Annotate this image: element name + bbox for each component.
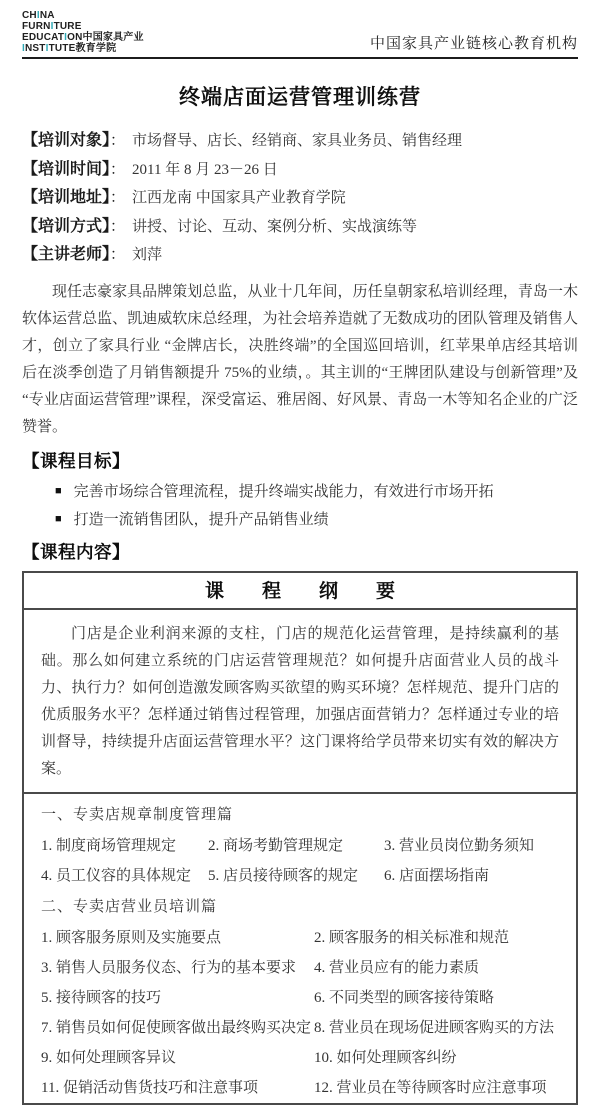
section-2-items [41,930,559,1097]
bullet-square-icon: ■ [55,484,62,497]
outline-item: 3. 营业员岗位勤务须知 [384,837,535,854]
section-1-title: 一、专卖店规章制度管理篇 [41,806,234,823]
info-label: 【培训方式】 [22,217,111,235]
objective-item [22,479,578,507]
institute-logo [22,10,144,54]
info-value: 讲授、讨论、互动、案例分析、实战演练等 [132,218,418,235]
objective-text: 打造一流销售团队，提升产品销售业绩 [73,511,329,528]
outline-title: 课 程 纲 要 [24,573,576,610]
outline-item: 1. 制度商场管理规定 [41,837,177,854]
info-row-address [22,184,578,213]
info-colon: ： [110,247,126,263]
outline-item: 6. 不同类型的顾客接待策略 [314,989,495,1006]
outline-item: 8. 营业员在现场促进顾客购买的方法 [314,1019,555,1036]
outline-item: 2. 顾客服务的相关标准和规范 [314,929,510,946]
outline-intro: 门店是企业利润来源的支柱，门店的规范化运营管理，是持续赢利的基础。那么如何建立系统的门店运营管理规范？如何提升店面营业人员的战斗力、执行力？如何创造激发顾客购买欲望的购买环境？怎样规范、提升门店的优质服务水平？怎样通过销售过程管理，加强店面营销力？怎样通过专业的培训督导，持续提升店面运营管理水平？这门课将给学员带来切实有效的解决方案。 [24,610,576,794]
info-label: 【培训对象】 [22,132,111,149]
info-value: 刘萍 [132,247,163,263]
info-value: 江西龙南 中国家具产业教育学院 [132,190,346,206]
outline-item: 4. 营业员应有的能力素质 [314,959,480,976]
info-row-method [22,213,578,242]
course-content-heading: 【课程内容】 [22,541,130,562]
letterhead [22,10,578,59]
outline-body [24,794,576,1103]
outline-item: 7. 销售员如何促使顾客做出最终购买决定 [41,1019,312,1036]
outline-item: 1. 顾客服务原则及实施要点 [41,929,222,946]
outline-item: 5. 接待顾客的技巧 [41,989,162,1006]
info-label: 【培训时间】 [22,160,111,178]
objectives-list [22,479,578,535]
info-colon: ： [110,161,126,178]
info-label: 【主讲老师】 [22,246,111,263]
info-colon: ： [110,190,126,206]
info-row-teacher [22,241,578,270]
outline-item: 12. 营业员在等待顾客时应注意事项 [314,1079,547,1096]
objective-item [22,507,578,535]
training-info [22,127,578,270]
page-title: 终端店面运营管理训练营 [179,86,421,109]
org-tagline: 中国家具产业链核心教育机构 [369,36,578,52]
info-row-audience [22,127,578,156]
info-value: 2011 年 8 月 23－26 日 [132,161,278,178]
outline-item: 4. 员工仪容的具体规定 [41,867,192,884]
outline-item: 9. 如何处理顾客异议 [41,1049,177,1066]
section-2-title: 二、专卖店营业员培训篇 [41,898,218,915]
outline-item: 10. 如何处理顾客纠纷 [314,1049,457,1066]
outline-item: 2. 商场考勤管理规定 [208,837,344,854]
info-colon: ： [110,218,126,235]
logo-line: CHINA [22,10,55,21]
logo-line: EDUCATION中国家具产业 [22,32,144,43]
info-colon: ： [110,133,126,149]
objective-text: 完善市场综合管理流程，提升终端实战能力，有效进行市场开拓 [73,483,494,500]
outline-item: 11. 促销活动售货技巧和注意事项 [41,1079,258,1096]
outline-item: 5. 店员接待顾客的规定 [208,867,359,884]
trainer-bio: 现任志豪家具品牌策划总监，从业十几年间，历任皇朝家私培训经理，青岛一木软体运营总监、凯迪威软床总经理，为社会培养造就了无数成功的团队管理及销售人才，创立了家具行业 “金牌店长，决胜终端”的全国巡回培训，红苹果单店经其培训后在淡季创造了月销售额提升 75%的业绩，。其主训的“王牌团队建设与创新管理”及“专业店面运营管理”课程，深受富运、雅居阁、好风景、青岛一木等知名企业的广泛赞誉。 [22,283,578,435]
logo-line: FURNITURE [22,21,82,32]
bullet-square-icon: ■ [55,512,62,525]
info-value: 市场督导、店长、经销商、家具业务员、销售经理 [132,133,463,149]
logo-line: INSTITUTE教育学院 [22,43,117,54]
section-1-items [41,838,559,885]
objectives-heading: 【课程目标】 [22,450,130,471]
course-outline-table [22,571,578,1105]
outline-item: 3. 销售人员服务仪态、行为的基本要求 [41,959,297,976]
outline-item: 6. 店面摆场指南 [384,867,490,884]
info-row-time [22,156,578,185]
info-label: 【培训地址】 [22,189,111,206]
